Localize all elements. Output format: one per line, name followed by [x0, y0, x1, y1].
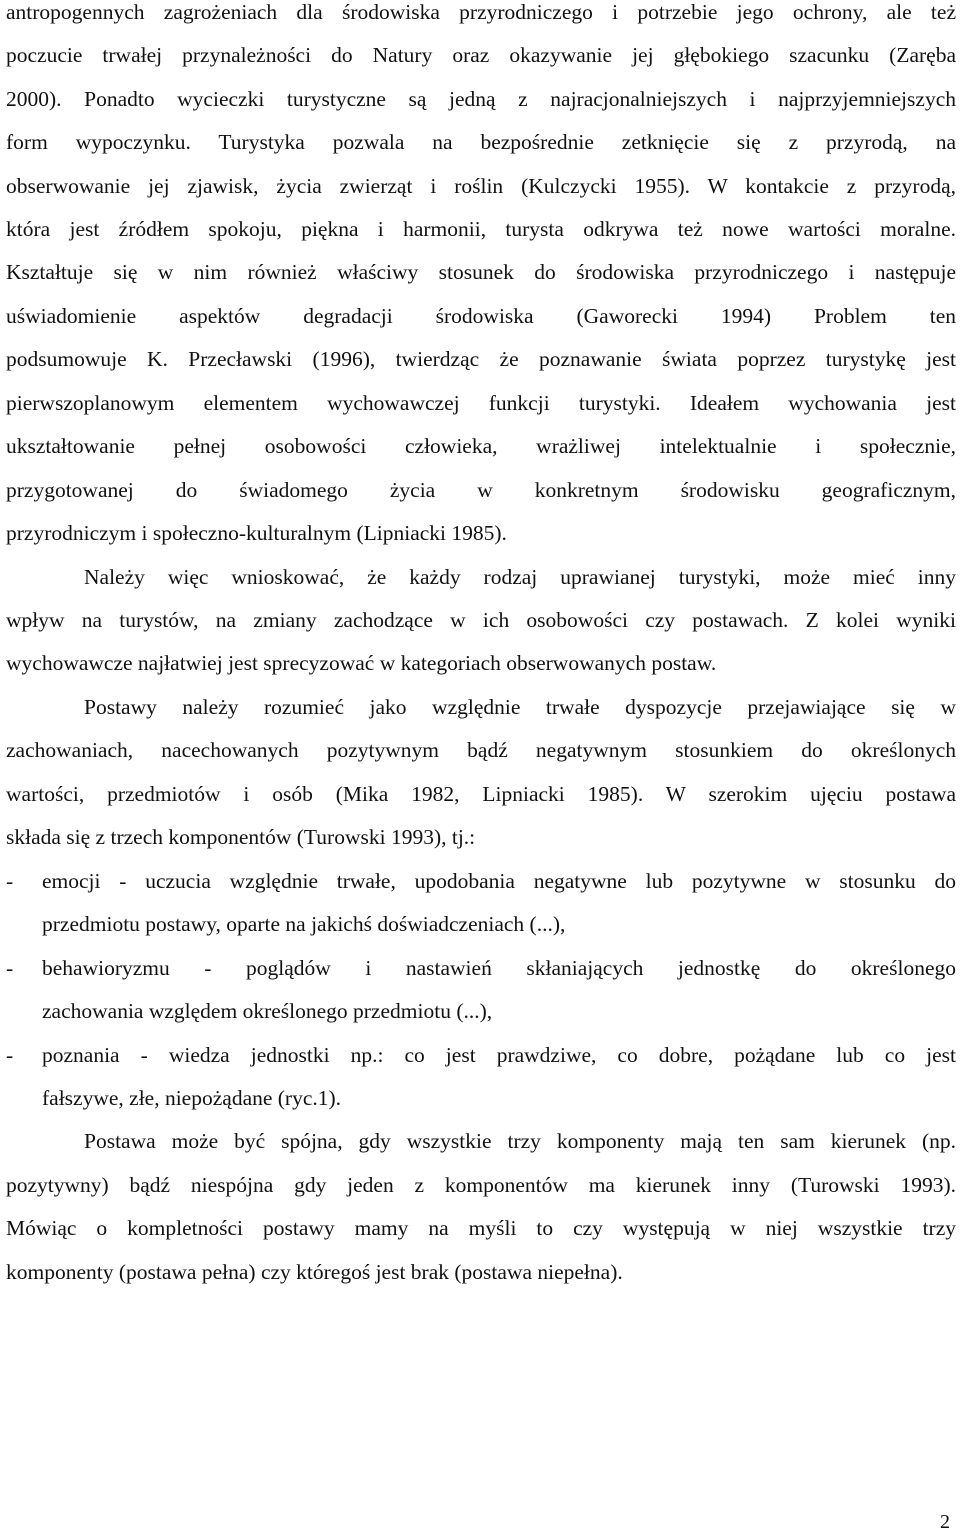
text-line: która jest źródłem spokoju, piękna i harmonii, turysta odkrywa też nowe wartości moralne. [6, 217, 956, 241]
text-line: pozytywny) bądź niespójna gdy jeden z komponentów ma kierunek inny (Turowski 1993). [6, 1173, 956, 1197]
text-line: wartości, przedmiotów i osób (Mika 1982, Lipniacki 1985). W szerokim ujęciu postawa [6, 782, 956, 806]
text-line: pierwszoplanowym elementem wychowawczej funkcji turystyki. Ideałem wychowania jest [6, 391, 956, 415]
page-number: 2 [940, 1511, 950, 1533]
list-item-text: fałszywe, złe, niepożądane (ryc.1). [42, 1086, 342, 1110]
text-line: podsumowuje K. Przecławski (1996), twierdząc że poznawanie świata poprzez turystykę jest [6, 347, 956, 371]
list-bullet: - [6, 956, 14, 980]
text-line: uświadomienie aspektów degradacji środowiska (Gaworecki 1994) Problem ten [6, 304, 956, 328]
text-line: zachowaniach, nacechowanych pozytywnym bądź negatywnym stosunkiem do określonych [6, 738, 956, 762]
text-line: przygotowanej do świadomego życia w konkretnym środowisku geograficznym, [6, 478, 956, 502]
text-line: 2000). Ponadto wycieczki turystyczne są jedną z najracjonalniejszych i najprzyjemniejszych [6, 87, 956, 111]
paragraph-first-line: Należy więc wnioskować, że każdy rodzaj uprawianej turystyki, może mieć inny [84, 565, 956, 589]
text-line: ukształtowanie pełnej osobowości człowieka, wrażliwej intelektualnie i społecznie, [6, 434, 956, 458]
text-line: składa się z trzech komponentów (Turowski 1993), tj.: [6, 825, 476, 849]
text-line: komponenty (postawa pełna) czy któregoś jest brak (postawa niepełna). [6, 1260, 623, 1284]
paragraph-first-line: Postawy należy rozumieć jako względnie trwałe dyspozycje przejawiające się w [84, 695, 956, 719]
text-line: poczucie trwałej przynależności do Natury oraz okazywanie jej głębokiego szacunku (Zaręba [6, 43, 956, 67]
text-line: wpływ na turystów, na zmiany zachodzące w ich osobowości czy postawach. Z kolei wyniki [6, 608, 956, 632]
list-item-text: poznania - wiedza jednostki np.: co jest prawdziwe, co dobre, pożądane lub co jest [42, 1043, 956, 1067]
paragraph-first-line: Postawa może być spójna, gdy wszystkie trzy komponenty mają ten sam kierunek (np. [84, 1129, 956, 1153]
list-item-text: przedmiotu postawy, oparte na jakichś doświadczeniach (...), [42, 912, 566, 936]
text-line: Mówiąc o kompletności postawy mamy na myśli to czy występują w niej wszystkie trzy [6, 1216, 956, 1240]
list-item-text: emocji - uczucia względnie trwałe, upodobania negatywne lub pozytywne w stosunku do [42, 869, 956, 893]
list-item-text: behawioryzmu - poglądów i nastawień skłaniających jednostkę do określonego [42, 956, 956, 980]
text-line: przyrodniczym i społeczno-kulturalnym (Lipniacki 1985). [6, 521, 507, 545]
list-bullet: - [6, 1043, 14, 1067]
list-bullet: - [6, 869, 14, 893]
text-line: form wypoczynku. Turystyka pozwala na bezpośrednie zetknięcie się z przyrodą, na [6, 130, 956, 154]
text-line: Kształtuje się w nim również właściwy stosunek do środowiska przyrodniczego i następuje [6, 260, 956, 284]
text-line: wychowawcze najłatwiej jest sprecyzować w kategoriach obserwowanych postaw. [6, 651, 717, 675]
list-item-text: zachowania względem określonego przedmiotu (...), [42, 999, 493, 1023]
text-line: antropogennych zagrożeniach dla środowiska przyrodniczego i potrzebie jego ochrony, ale też [6, 0, 956, 24]
text-line: obserwowanie jej zjawisk, życia zwierząt i roślin (Kulczycki 1955). W kontakcie z przyrodą, [6, 174, 956, 198]
